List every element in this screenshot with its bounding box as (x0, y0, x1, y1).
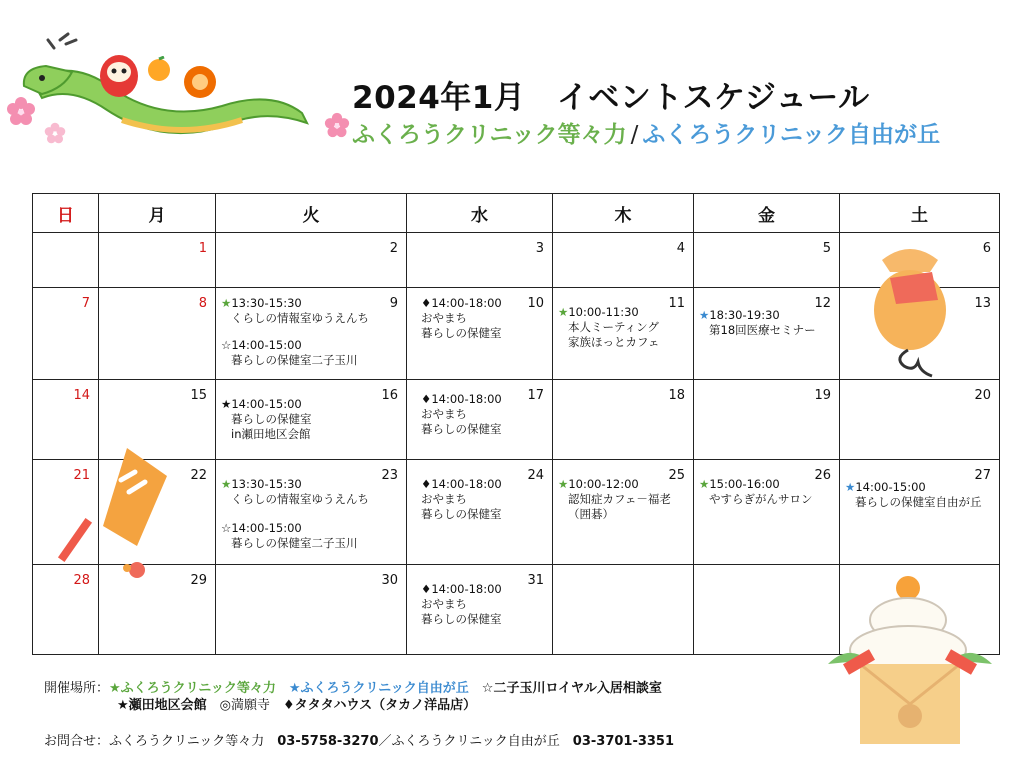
event-mark: ★ (221, 477, 232, 491)
day-number: 1 (198, 241, 207, 256)
event-entry[interactable] (221, 521, 358, 551)
day-number: 21 (73, 468, 90, 483)
weekday-thu: 木 (553, 194, 694, 233)
subtitle-todoroki: ふくろうクリニック等々力 (352, 122, 627, 148)
event-note: （囲碁） (568, 507, 614, 521)
weekday-mon: 月 (99, 194, 216, 233)
contact-jiyugaoka-tel[interactable]: 03-3701-3351 (572, 734, 675, 749)
event-mark: ★ (699, 308, 710, 322)
event-mark: ☆ (221, 521, 232, 535)
page-title: 2024年1月 イベントスケジュール (352, 80, 870, 116)
day-number: 20 (974, 388, 991, 403)
week-row (33, 380, 1000, 460)
day-cell[interactable] (216, 460, 407, 565)
week-row (33, 288, 1000, 380)
event-time: 10:00-12:00 (568, 477, 639, 491)
contact-jiyugaoka: ふくろうクリニック自由が丘 (391, 734, 560, 749)
contact-line (44, 730, 674, 749)
kagami-mochi-icon (824, 572, 996, 748)
event-mark: ♦ (421, 296, 432, 310)
venue-label: 開催場所： (44, 681, 110, 696)
day-cell[interactable] (694, 460, 840, 565)
day-number: 29 (190, 573, 207, 588)
event-name: 暮らしの保健室 (231, 412, 312, 426)
event-entry[interactable] (421, 296, 502, 341)
day-cell[interactable] (553, 233, 694, 288)
event-name: 暮らしの保健室 (421, 326, 502, 340)
coin-bag-icon (180, 60, 220, 100)
event-time: 13:30-15:30 (231, 296, 302, 310)
event-mark: ★ (845, 480, 856, 494)
event-mark: ★ (699, 477, 710, 491)
event-name: 家族ほっとカフェ (568, 335, 660, 349)
day-cell[interactable] (216, 288, 407, 380)
event-mark: ★ (558, 477, 569, 491)
venue-jiyugaoka: ★ふくろうクリニック自由が丘 (288, 681, 469, 696)
event-name: 認知症カフェ－福老 (568, 492, 671, 506)
event-place: おやまち (421, 311, 467, 325)
day-number: 10 (527, 296, 544, 311)
event-entry[interactable] (558, 305, 659, 350)
day-number: 28 (73, 573, 90, 588)
event-place: おやまち (421, 492, 467, 506)
coin-bag-icon (868, 238, 952, 388)
event-name: 暮らしの保健室自由が丘 (855, 495, 982, 509)
day-cell[interactable] (694, 233, 840, 288)
event-name: やすらぎがんサロン (709, 492, 813, 506)
event-place: おやまち (421, 407, 467, 421)
day-number: 19 (814, 388, 831, 403)
contact-separator: ／ (378, 734, 392, 749)
hagoita-icon (55, 440, 175, 590)
event-mark: ★ (558, 305, 569, 319)
weekday-header-row (33, 194, 1000, 233)
day-number: 6 (982, 241, 991, 256)
day-number: 25 (668, 468, 685, 483)
day-cell[interactable] (840, 380, 1000, 460)
event-entry[interactable] (845, 480, 982, 510)
day-number: 8 (198, 296, 207, 311)
event-mark: ♦ (421, 392, 432, 406)
event-entry[interactable] (221, 338, 358, 368)
event-entry[interactable] (421, 582, 502, 627)
event-name: くらしの情報室ゆうえんち (231, 492, 369, 506)
plum-blossom-icon (44, 122, 66, 144)
day-cell-empty (694, 565, 840, 655)
venue-seta: ★瀬田地区会館 (117, 698, 207, 713)
event-mark: ★ (221, 397, 232, 411)
day-number: 14 (73, 388, 90, 403)
event-time: 18:30-19:30 (709, 308, 780, 322)
day-number: 31 (527, 573, 544, 588)
day-cell[interactable] (553, 380, 694, 460)
venue-legend-2 (117, 694, 476, 713)
event-name: 暮らしの保健室 (421, 422, 502, 436)
daruma-icon (98, 50, 140, 98)
day-cell[interactable] (407, 288, 553, 380)
event-entry[interactable] (699, 477, 813, 507)
day-number: 27 (974, 468, 991, 483)
plum-blossom-icon (6, 96, 36, 126)
week-row (33, 233, 1000, 288)
event-time: 13:30-15:30 (231, 477, 302, 491)
contact-todoroki-tel[interactable]: 03-5758-3270 (277, 734, 379, 749)
event-name: 暮らしの保健室二子玉川 (231, 536, 358, 550)
day-cell[interactable] (407, 380, 553, 460)
event-time: 15:00-16:00 (709, 477, 780, 491)
event-place: おやまち (421, 597, 467, 611)
day-cell[interactable] (553, 460, 694, 565)
plum-blossom-icon (324, 112, 350, 138)
event-mark: ♦ (421, 477, 432, 491)
contact-todoroki: ふくろうクリニック等々力 (109, 734, 265, 749)
day-number: 12 (814, 296, 831, 311)
day-number: 22 (190, 468, 207, 483)
contact-label: お問合せ： (44, 734, 110, 749)
day-cell[interactable] (216, 233, 407, 288)
event-entry[interactable] (699, 308, 816, 338)
day-cell[interactable] (694, 380, 840, 460)
event-name: 第18回医療セミナー (709, 323, 816, 337)
day-number: 16 (381, 388, 398, 403)
event-place: in瀬田地区会館 (231, 427, 311, 441)
event-time: 14:00-18:00 (431, 392, 502, 406)
subtitle-separator: / (630, 122, 639, 148)
day-cell[interactable] (553, 288, 694, 380)
day-number: 17 (527, 388, 544, 403)
event-entry[interactable] (221, 296, 369, 326)
event-mark: ♦ (421, 582, 432, 596)
day-number: 9 (389, 296, 398, 311)
subtitle-jiyugaoka: ふくろうクリニック自由が丘 (642, 122, 940, 148)
venue-todoroki: ★ふくろうクリニック等々力 (109, 681, 276, 696)
day-number: 30 (381, 573, 398, 588)
event-time: 14:00-18:00 (431, 582, 502, 596)
venue-tatata: ♦タタタハウス（タカノ洋品店） (283, 698, 477, 713)
day-cell[interactable] (840, 460, 1000, 565)
day-number: 11 (668, 296, 685, 311)
day-number: 23 (381, 468, 398, 483)
event-time: 14:00-15:00 (231, 521, 302, 535)
day-cell[interactable] (407, 460, 553, 565)
day-cell[interactable] (407, 233, 553, 288)
event-mark: ☆ (221, 338, 232, 352)
day-number: 4 (676, 241, 685, 256)
event-mark: ★ (221, 296, 232, 310)
event-entry[interactable] (558, 477, 671, 522)
day-number: 24 (527, 468, 544, 483)
day-number: 3 (535, 241, 544, 256)
event-time: 14:00-18:00 (431, 296, 502, 310)
day-cell[interactable] (99, 233, 216, 288)
weekday-tue: 火 (216, 194, 407, 233)
day-cell[interactable] (216, 565, 407, 655)
day-number: 15 (190, 388, 207, 403)
page-subtitle (352, 116, 940, 149)
weekday-wed: 水 (407, 194, 553, 233)
day-number: 26 (814, 468, 831, 483)
event-entry[interactable] (221, 477, 369, 507)
day-number: 13 (974, 296, 991, 311)
event-time: 14:00-18:00 (431, 477, 502, 491)
day-cell[interactable] (33, 288, 99, 380)
event-name: 本人ミーティング (568, 320, 659, 334)
event-name: くらしの情報室ゆうえんち (231, 311, 369, 325)
week-row (33, 460, 1000, 565)
day-number: 18 (668, 388, 685, 403)
mandarin-icon (146, 56, 172, 82)
event-time: 14:00-15:00 (855, 480, 926, 494)
day-cell[interactable] (694, 288, 840, 380)
day-cell-empty (553, 565, 694, 655)
day-cell[interactable] (99, 288, 216, 380)
day-cell[interactable] (216, 380, 407, 460)
day-number: 7 (81, 296, 90, 311)
event-name: 暮らしの保健室 (421, 507, 502, 521)
day-number: 2 (389, 241, 398, 256)
event-entry[interactable] (421, 477, 502, 522)
weekday-fri: 金 (694, 194, 840, 233)
day-cell-empty (33, 233, 99, 288)
event-name: 暮らしの保健室二子玉川 (231, 353, 358, 367)
venue-manganji: ◎満願寺 (219, 698, 271, 713)
day-cell[interactable] (407, 565, 553, 655)
event-time: 10:00-11:30 (568, 305, 639, 319)
event-time: 14:00-15:00 (231, 397, 302, 411)
weekday-sun: 日 (33, 194, 99, 233)
day-number: 5 (822, 241, 831, 256)
event-entry[interactable] (221, 397, 312, 442)
event-name: 暮らしの保健室 (421, 612, 502, 626)
venue-futako: ☆二子玉川ロイヤル入居相談室 (481, 681, 662, 696)
event-time: 14:00-15:00 (231, 338, 302, 352)
weekday-sat: 土 (840, 194, 1000, 233)
event-entry[interactable] (421, 392, 502, 437)
